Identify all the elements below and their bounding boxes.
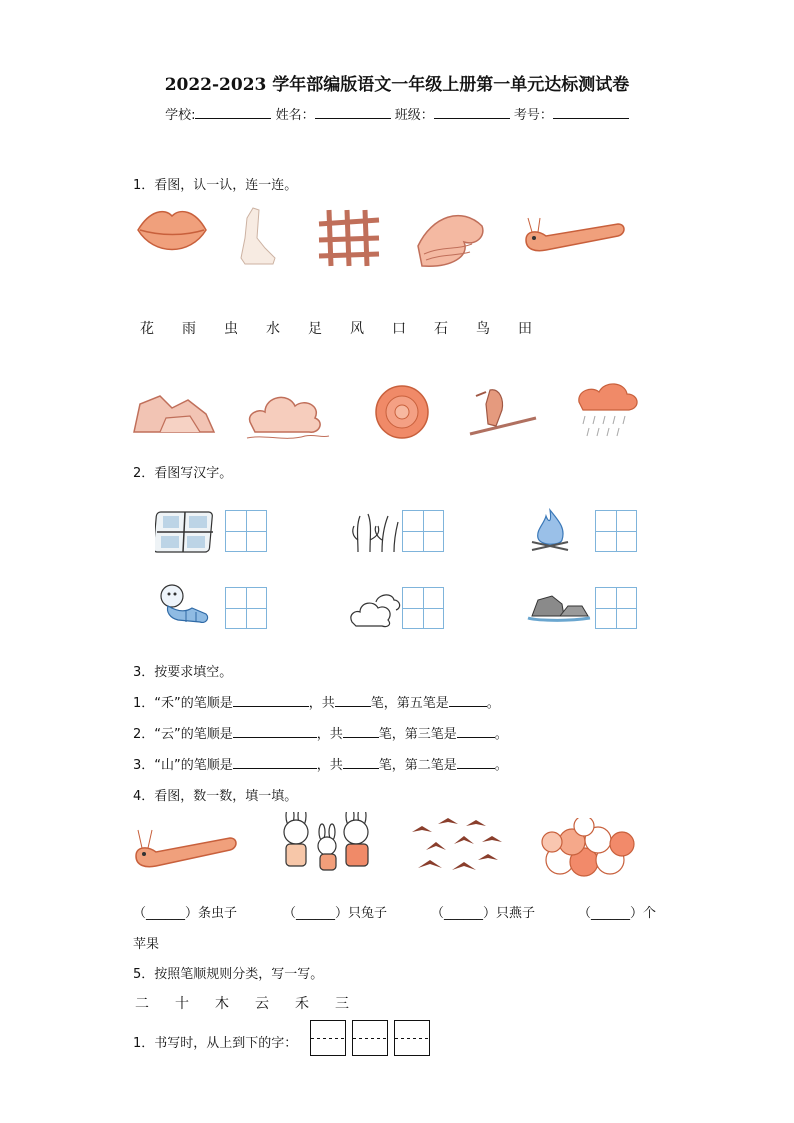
wind-cloud-image <box>247 397 329 438</box>
char-chong[interactable]: 虫 <box>224 321 238 337</box>
char-kou[interactable]: 口 <box>392 321 406 337</box>
q3-item-1-stroke: 笔，第五笔是 <box>370 696 449 711</box>
grain-image <box>350 510 402 554</box>
q5-writing-box-1[interactable] <box>310 1020 346 1056</box>
nth-stroke-blank-3[interactable] <box>457 756 495 769</box>
count-swallows-image <box>408 816 508 886</box>
char-er: 二 <box>135 996 149 1012</box>
class-label: 班级： <box>394 108 434 123</box>
page-title: 2022-2023 学年部编版语文一年级上册第一单元达标测试卷 <box>164 75 630 95</box>
q1-bottom-images <box>130 380 650 446</box>
writing-grid-1[interactable] <box>225 510 267 552</box>
q1-top-images <box>130 200 640 272</box>
char-hua[interactable]: 花 <box>140 321 154 337</box>
char-feng[interactable]: 风 <box>350 321 364 337</box>
stroke-order-blank-3[interactable] <box>233 756 317 769</box>
char-zu[interactable]: 足 <box>308 321 322 337</box>
field-image <box>155 508 215 556</box>
q3-item-2-text: 2．“云”的笔顺是 <box>133 727 233 742</box>
stroke-count-blank-3[interactable] <box>343 756 379 769</box>
char-niao[interactable]: 鸟 <box>476 321 490 337</box>
q5-prompt: 5．按照笔顺规则分类，写一写。 <box>133 967 324 982</box>
q5-writing-box-3[interactable] <box>394 1020 430 1056</box>
q1-character-row <box>140 318 560 338</box>
q3-item-1-end: 。 <box>486 696 500 711</box>
rain-cloud-image <box>579 384 637 436</box>
bird-image <box>470 390 536 434</box>
q1-prompt: 1．看图，认一认，连一连。 <box>133 178 298 193</box>
q3-item-3 <box>133 754 508 773</box>
school-blank[interactable] <box>195 106 271 119</box>
q3-prompt: 3．按要求填空。 <box>133 665 233 680</box>
stroke-count-blank-1[interactable] <box>335 694 371 707</box>
cloud-image <box>348 590 402 630</box>
student-info-line <box>0 104 794 123</box>
writing-grid-2[interactable] <box>402 510 444 552</box>
count-apples-image <box>540 818 640 880</box>
foot-image <box>241 208 275 264</box>
char-san: 三 <box>335 996 349 1012</box>
nth-stroke-blank-1[interactable] <box>449 694 487 707</box>
q4-prompt: 4．看图，数一数，填一填。 <box>133 789 298 804</box>
q3-item-3-end: 。 <box>494 758 508 773</box>
fire-image <box>528 506 572 554</box>
char-shi[interactable]: 石 <box>434 321 448 337</box>
char-mu: 木 <box>215 996 229 1012</box>
exam-number-blank[interactable] <box>553 106 629 119</box>
class-blank[interactable] <box>434 106 510 119</box>
stroke-count-blank-2[interactable] <box>343 725 379 738</box>
name-label: 姓名： <box>275 108 315 123</box>
count-caterpillar-image <box>132 822 244 872</box>
q4-wrap-text: 苹果 <box>133 937 160 952</box>
q5-writing-box-2[interactable] <box>352 1020 388 1056</box>
stone-image <box>524 590 592 626</box>
char-shui[interactable]: 水 <box>266 321 280 337</box>
q3-item-1-text: 1．“禾”的笔顺是 <box>133 696 233 711</box>
q3-item-3-total: ，共 <box>316 758 343 773</box>
worm-image <box>158 582 212 626</box>
q3-item-1-total: ，共 <box>308 696 335 711</box>
nth-stroke-blank-2[interactable] <box>457 725 495 738</box>
q5-character-row <box>135 993 375 1013</box>
q3-item-2 <box>133 723 508 742</box>
field-grid-image <box>319 210 379 266</box>
exam-number-label: 考号： <box>513 108 553 123</box>
q3-item-1 <box>133 692 500 711</box>
char-yun: 云 <box>255 996 269 1012</box>
q3-item-3-stroke: 笔，第二笔是 <box>378 758 457 773</box>
water-wave-image <box>418 216 483 267</box>
q3-item-2-stroke: 笔，第三笔是 <box>378 727 457 742</box>
swallow-count-blank[interactable]: （______）只燕子 <box>431 906 536 921</box>
char-shi-ten: 十 <box>175 996 189 1012</box>
char-tian[interactable]: 田 <box>518 321 532 337</box>
caterpillar-count-blank[interactable]: （______）条虫子 <box>133 906 238 921</box>
caterpillar-image <box>526 218 624 251</box>
q3-item-3-text: 3．“山”的笔顺是 <box>133 758 233 773</box>
stroke-order-blank-1[interactable] <box>233 694 309 707</box>
name-blank[interactable] <box>315 106 391 119</box>
q2-prompt: 2．看图写汉字。 <box>133 466 233 481</box>
char-he: 禾 <box>295 996 309 1012</box>
char-yu[interactable]: 雨 <box>182 321 196 337</box>
writing-grid-6[interactable] <box>595 587 637 629</box>
count-rabbits-image <box>274 812 384 878</box>
writing-grid-3[interactable] <box>595 510 637 552</box>
stroke-order-blank-2[interactable] <box>233 725 317 738</box>
lips-image <box>138 212 206 250</box>
q3-item-2-total: ，共 <box>316 727 343 742</box>
school-label: 学校: <box>165 108 196 123</box>
apple-count-blank[interactable]: （______）个 <box>578 906 657 921</box>
writing-grid-5[interactable] <box>402 587 444 629</box>
rocks-image <box>134 396 214 432</box>
flower-image <box>376 386 428 438</box>
q3-item-2-end: 。 <box>494 727 508 742</box>
writing-grid-4[interactable] <box>225 587 267 629</box>
rabbit-count-blank[interactable]: （______）只兔子 <box>283 906 388 921</box>
q5-sub1-label: 1．书写时，从上到下的字： <box>133 1036 298 1051</box>
